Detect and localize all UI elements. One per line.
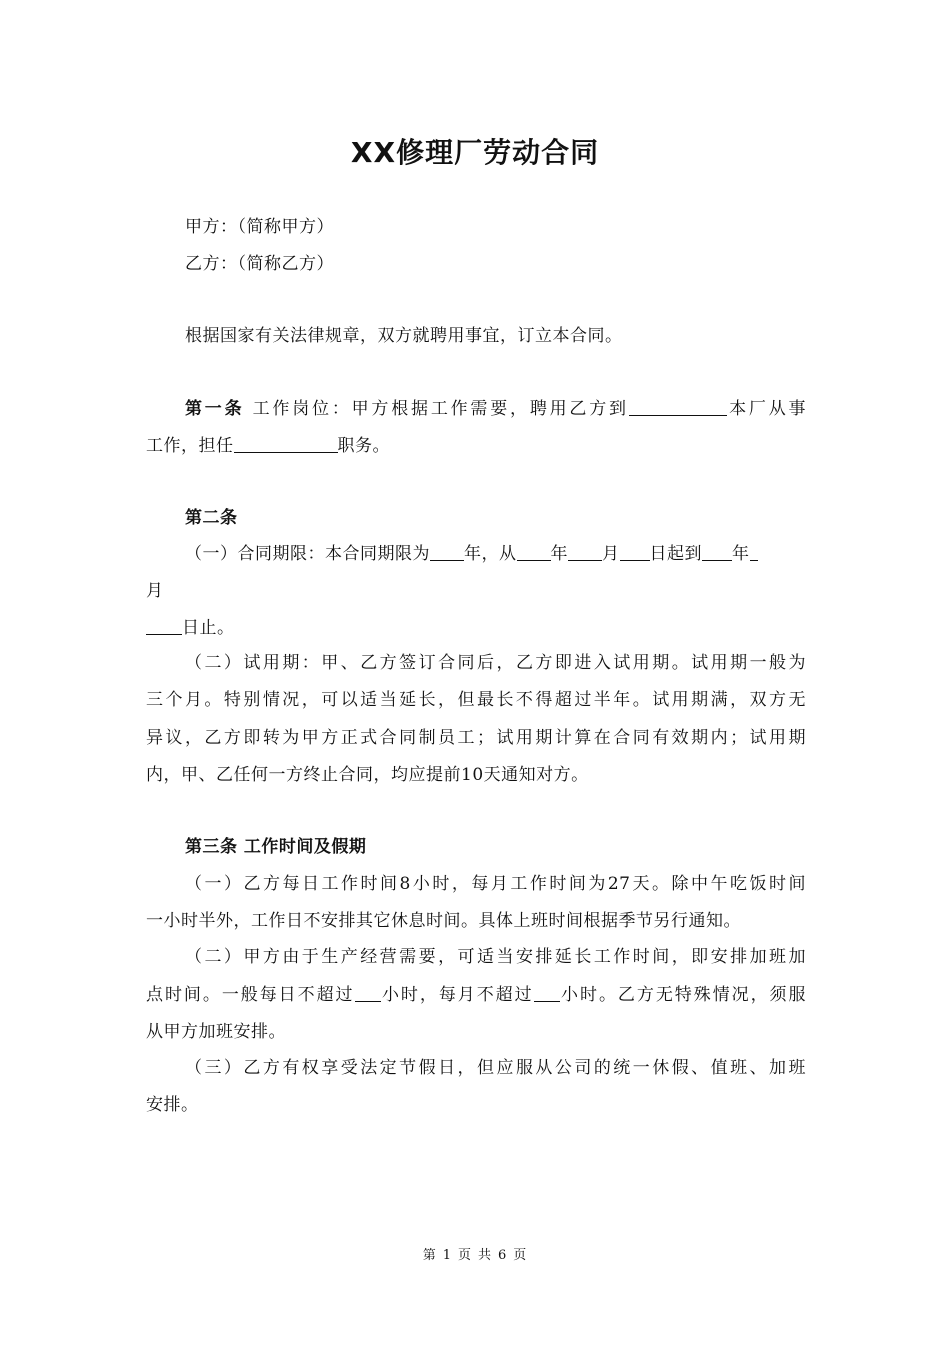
start-year-blank [517, 542, 551, 561]
article3-text: 小时。乙方无特殊情况，须服 [559, 985, 807, 1005]
term-years-blank [430, 542, 464, 561]
party-b-line: 乙方：（简称乙方） [185, 254, 334, 274]
article2-text: 日起到 [649, 544, 702, 564]
article2-text: 日止。 [182, 618, 235, 638]
intro-paragraph: 根据国家有关法律规章，双方就聘用事宜，订立本合同。 [185, 326, 623, 346]
article3-p2-line2 [146, 983, 806, 1007]
start-day-blank [620, 542, 650, 561]
article2-p1-line3 [146, 616, 806, 640]
party-a-line: 甲方：（简称甲方） [185, 217, 334, 237]
article3-p2-line1: （二）甲方由于生产经营需要，可适当安排延长工作时间，即安排加班加 [185, 947, 806, 967]
article2-text: 月 [602, 544, 620, 564]
article3-p1-line2: 一小时半外，工作日不安排其它休息时间。具体上班时间根据季节另行通知。 [146, 911, 741, 931]
page-footer [0, 1244, 950, 1263]
article3-p3-line2: 安排。 [146, 1095, 199, 1115]
article2-heading: 第二条 [185, 508, 238, 528]
article2-text: 年，从 [464, 544, 517, 564]
monthly-overtime-blank [534, 983, 560, 1002]
article3-text: 小时，每月不超过 [380, 985, 534, 1005]
article2-p2-line4: 内，甲、乙任何一方终止合同，均应提前10天通知对方。 [146, 765, 589, 785]
document-title: XX修理厂劳动合同 [350, 136, 600, 169]
article2-text: 年 [550, 544, 568, 564]
article2-text: （一）合同期限：本合同期限为 [185, 544, 430, 564]
footer-text: 页 [457, 1248, 472, 1263]
article1-text: 本厂从事 [726, 399, 807, 419]
total-page-count: 6 [498, 1248, 508, 1263]
article1-text: 职务。 [337, 436, 390, 456]
position-blank [234, 434, 338, 453]
article1-line1 [185, 397, 806, 421]
end-day-blank [146, 616, 182, 635]
article2-p1-line2: 月 [146, 581, 164, 601]
article3-p1-line1: （一）乙方每日工作时间8小时，每月工作时间为27天。除中午吃饭时间 [185, 874, 806, 894]
article1-line2 [146, 434, 806, 458]
footer-text: 共 [478, 1248, 493, 1263]
article2-p2-line2: 三个月。特别情况，可以适当延长，但最长不得超过半年。试用期满，双方无 [146, 690, 806, 710]
article1-heading: 第一条 [185, 399, 245, 419]
start-month-blank [568, 542, 602, 561]
article3-p2-line3: 从甲方加班安排。 [146, 1022, 286, 1042]
article2-p2-line1: （二）试用期：甲、乙方签订合同后，乙方即进入试用期。试用期一般为 [185, 653, 806, 673]
article3-p3-line1: （三）乙方有权享受法定节假日，但应服从公司的统一休假、值班、加班 [185, 1058, 806, 1078]
footer-text: 页 [513, 1248, 528, 1263]
end-month-blank [750, 542, 758, 561]
current-page-number: 1 [442, 1248, 452, 1263]
footer-text: 第 [422, 1248, 437, 1263]
article3-text: 点时间。一般每日不超过 [146, 985, 355, 1005]
article2-p1-line1 [185, 542, 806, 566]
article2-text: 年 [732, 544, 750, 564]
end-year-blank [702, 542, 732, 561]
workshop-blank [629, 397, 727, 416]
daily-overtime-blank [355, 983, 381, 1002]
article1-text: 工作，担任 [146, 436, 234, 456]
article3-heading: 第三条 工作时间及假期 [185, 837, 367, 857]
article2-p2-line3: 异议，乙方即转为甲方正式合同制员工；试用期计算在合同有效期内；试用期 [146, 728, 806, 748]
article1-text: 工作岗位：甲方根据工作需要，聘用乙方到 [252, 399, 629, 419]
